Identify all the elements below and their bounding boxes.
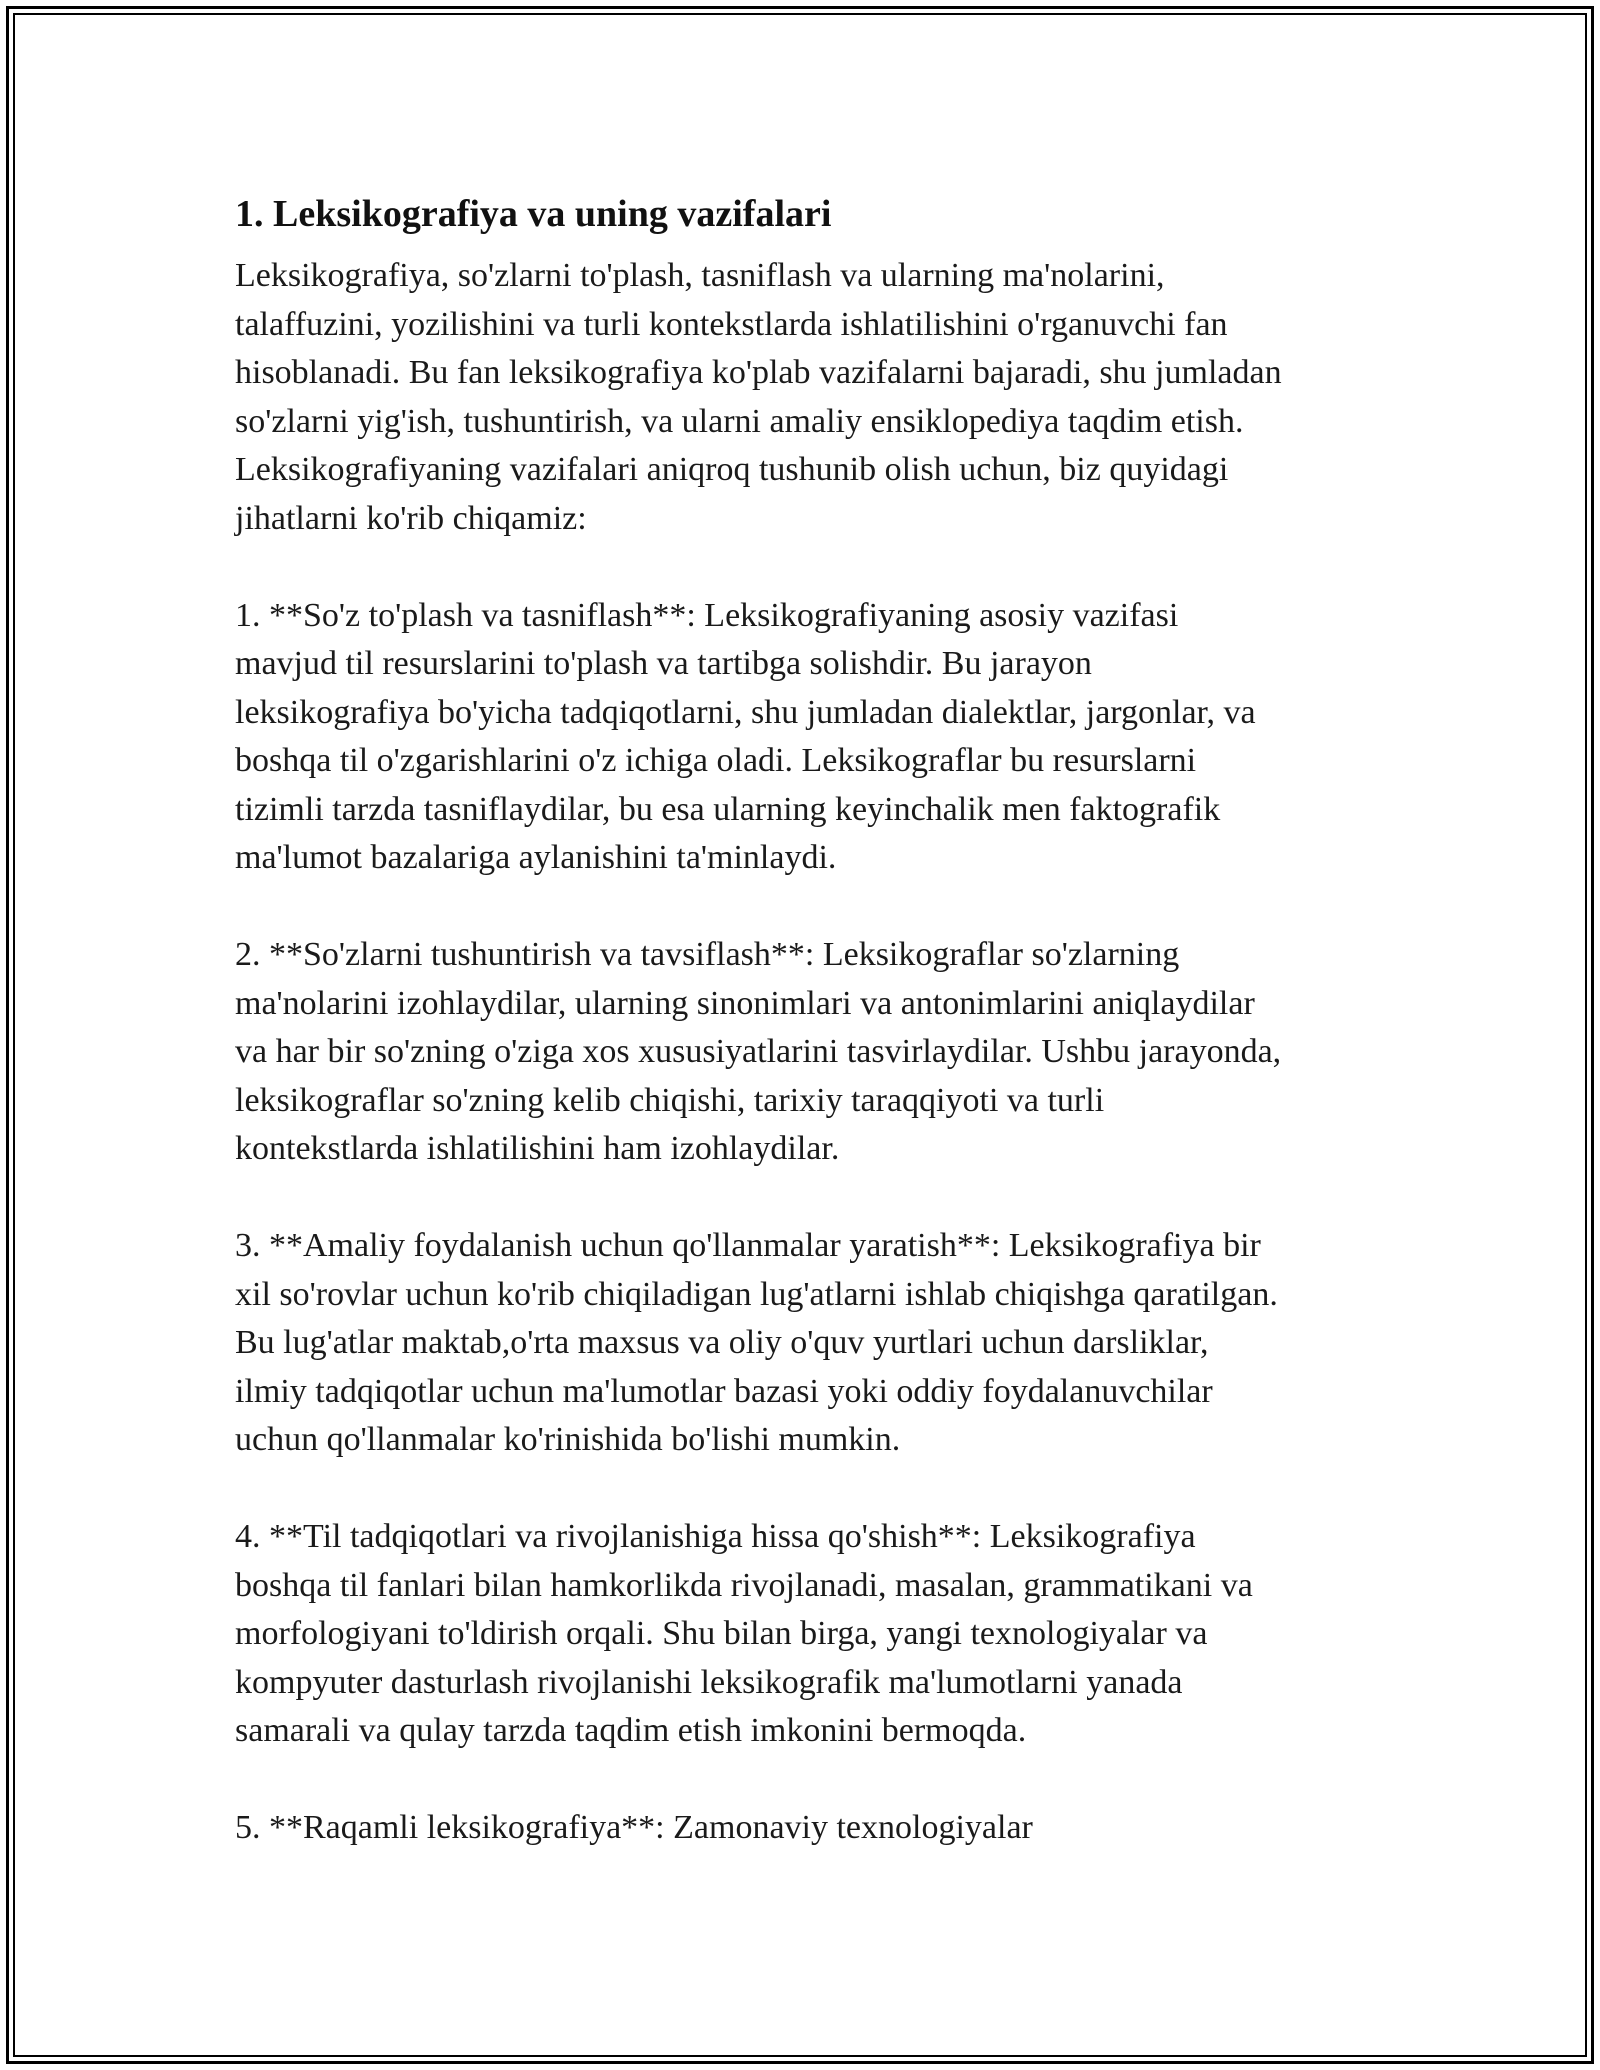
paragraph-line: va har bir so'zning o'ziga xos xususiyatlarini tasvirlaydilar. Ushbu jarayonda,: [235, 1033, 1282, 1070]
paragraph-line: Leksikografiyaning vazifalari aniqroq tushunib olish uchun, biz quyidagi: [235, 451, 1229, 488]
paragraph-line: kompyuter dasturlash rivojlanishi leksikografik ma'lumotlarni yanada: [235, 1663, 1183, 1701]
paragraph-line: mavjud til resurslarini to'plash va tartibga solishdir. Bu jarayon: [235, 645, 1092, 682]
paragraph-line: ma'nolarini izohlaydilar, ularning sinonimlari va antonimlarini aniqlaydilar: [235, 984, 1255, 1022]
paragraph-line: leksikografiya bo'yicha tadqiqotlarni, shu jumladan dialektlar, jargonlar, va: [235, 693, 1256, 731]
paragraph-line: boshqa til fanlari bilan hamkorlikda rivojlanadi, masalan, grammatikani va: [235, 1566, 1253, 1604]
paragraph-line: ma'lumot bazalariga aylanishini ta'minlaydi.: [235, 839, 837, 876]
paragraph: [235, 931, 1375, 1174]
paragraph-line: 2. **So'zlarni tushuntirish va tavsiflash**: Leksikograflar so'zlarning: [235, 936, 1180, 973]
paragraph: [235, 1804, 1375, 1853]
paragraph: [235, 592, 1375, 883]
paragraph-line: hisoblanadi. Bu fan leksikografiya ko'plab vazifalarni bajaradi, shu jumladan: [235, 354, 1282, 391]
paragraph-list: [235, 252, 1375, 1853]
document-body: [235, 188, 1375, 1853]
paragraph-line: morfologiyani to'ldirish orqali. Shu bilan birga, yangi texnologiyalar va: [235, 1615, 1208, 1652]
paragraph: [235, 1222, 1375, 1465]
paragraph-line: talaffuzini, yozilishini va turli kontekstlarda ishlatilishini o'rganuvchi fan: [235, 305, 1228, 343]
paragraph: [235, 1513, 1375, 1756]
paragraph-line: boshqa til o'zgarishlarini o'z ichiga oladi. Leksikograflar bu resurslarni: [235, 742, 1197, 779]
paragraph-line: 3. **Amaliy foydalanish uchun qo'llanmalar yaratish**: Leksikografiya bir: [235, 1227, 1261, 1264]
paragraph-line: leksikograflar so'zning kelib chiqishi, tarixiy taraqqiyoti va turli: [235, 1081, 1105, 1119]
paragraph-line: ilmiy tadqiqotlar uchun ma'lumotlar bazasi yoki oddiy foydalanuvchilar: [235, 1372, 1213, 1410]
paragraph-line: Bu lug'atlar maktab,o'rta maxsus va oliy o'quv yurtlari uchun darsliklar,: [235, 1324, 1209, 1361]
paragraph-line: samarali va qulay tarzda taqdim etish imkonini bermoqda.: [235, 1712, 1027, 1749]
paragraph-line: 4. **Til tadqiqotlari va rivojlanishiga hissa qo'shish**: Leksikografiya: [235, 1518, 1196, 1555]
paragraph-line: 5. **Raqamli leksikografiya**: Zamonaviy texnologiyalar: [235, 1809, 1033, 1846]
paragraph-line: kontekstlarda ishlatilishini ham izohlaydilar.: [235, 1130, 840, 1167]
paragraph: [235, 252, 1375, 543]
paragraph-line: 1. **So'z to'plash va tasniflash**: Leksikografiyaning asosiy vazifasi: [235, 596, 1179, 634]
paragraph-line: xil so'rovlar uchun ko'rib chiqiladigan lug'atlarni ishlab chiqishga qaratilgan.: [235, 1275, 1278, 1313]
paragraph-line: Leksikografiya, so'zlarni to'plash, tasniflash va ularning ma'nolarini,: [235, 257, 1165, 294]
paragraph-line: so'zlarni yig'ish, tushuntirish, va ularni amaliy ensiklopediya taqdim etish.: [235, 402, 1244, 440]
paragraph-line: jihatlarni ko'rib chiqamiz:: [235, 499, 587, 537]
paragraph-line: tizimli tarzda tasniflaydilar, bu esa ularning keyinchalik men faktografik: [235, 790, 1221, 828]
document-title: 1. Leksikografiya va uning vazifalari: [235, 193, 832, 235]
paragraph-line: uchun qo'llanmalar ko'rinishida bo'lishi mumkin.: [235, 1421, 901, 1458]
